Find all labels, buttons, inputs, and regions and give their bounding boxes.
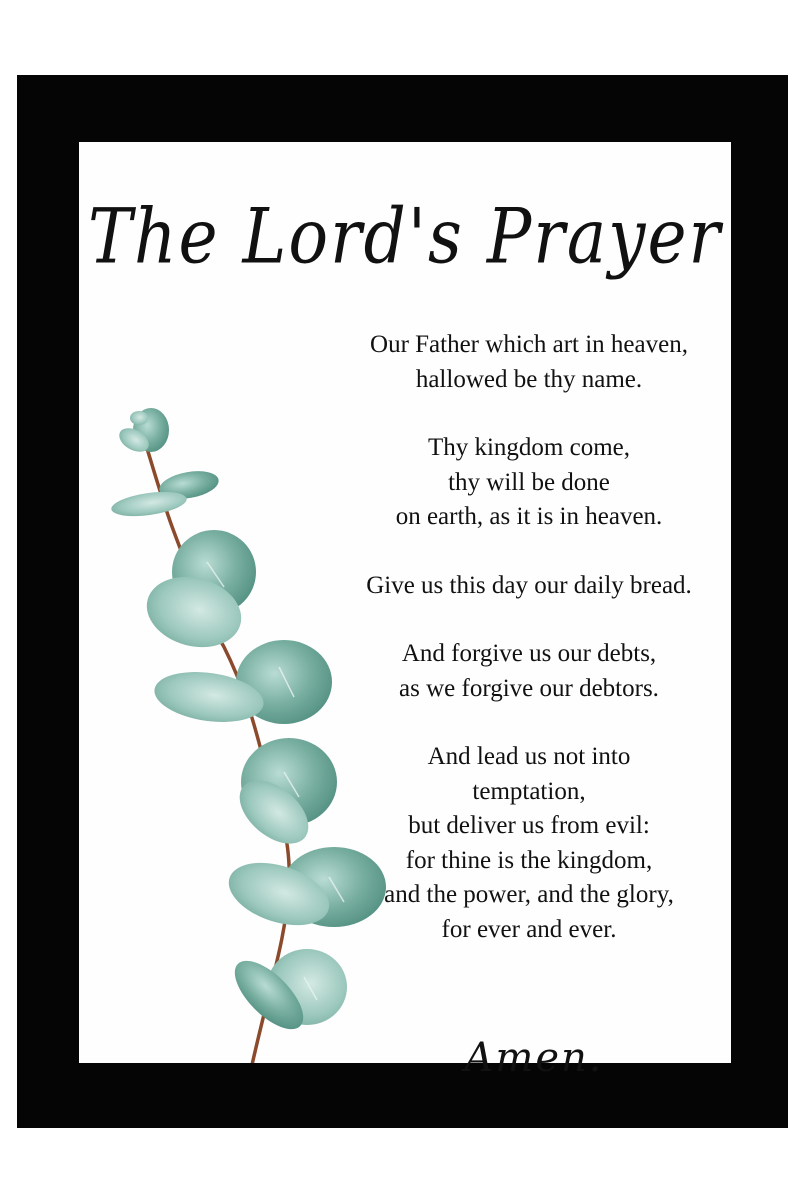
verse-line: thy will be done [448,468,610,496]
verse-line: on earth, as it is in heaven. [395,503,663,530]
stanza-1 [319,328,739,397]
leaf [130,411,148,425]
prayer-text [319,328,739,981]
verse-line: and the power, and the glory, [384,881,674,908]
verse-line: hallowed be thy name. [415,365,643,393]
page-title: The Lord's Prayer [87,192,723,281]
stem [137,417,289,1063]
verse-line: And forgive us our debts, [401,640,657,667]
stanza-4 [319,637,739,706]
verse-line: Our Father which art in heaven, [370,331,688,358]
verse-line: temptation, [472,777,586,805]
closing-amen: Amen. [464,1035,604,1081]
print-mat [79,142,731,1081]
stanza-2 [319,431,739,535]
verse-line: but deliver us from evil: [408,812,650,839]
verse-line: for thine is the kingdom, [405,846,653,874]
verse-line: And lead us not into [427,743,631,770]
picture-frame [17,75,788,1128]
verse-line: Thy kingdom come, [427,434,631,461]
verse-line: as we forgive our debtors. [399,674,659,702]
verse-line: for ever and ever. [441,915,617,943]
verse-line: Give us this day our daily bread. [366,571,692,599]
stanza-3 [319,569,739,604]
stanza-5 [319,740,739,947]
